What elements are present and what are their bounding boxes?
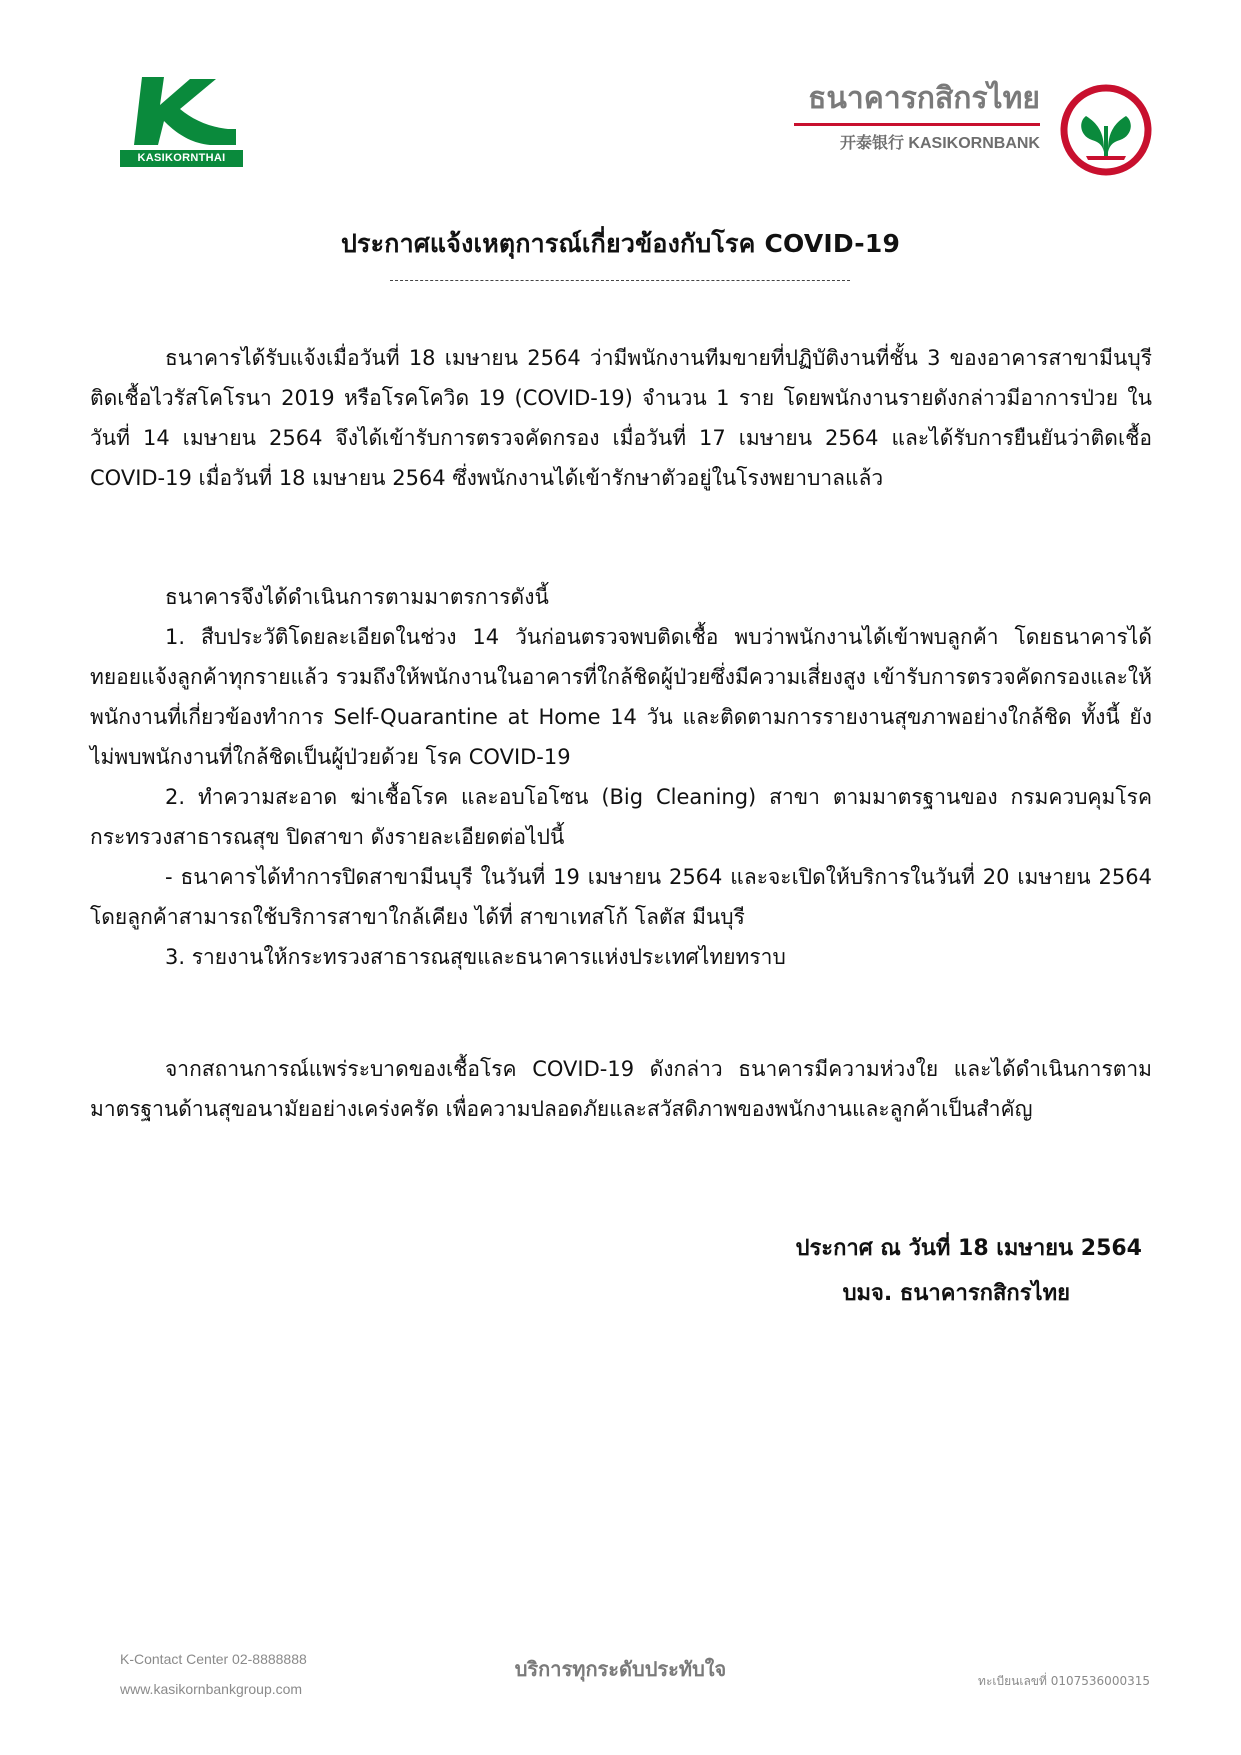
kasikornbank-logo (790, 80, 1165, 180)
title-divider (390, 280, 850, 281)
bank-name-english: 开泰银行 KASIKORNBANK (839, 135, 1040, 152)
paragraph-measures-intro: ธนาคารจึงได้ดำเนินการตามมาตรการดังนี้ (165, 585, 549, 609)
signature-date: ประกาศ ณ วันที่ 18 เมษายน 2564 (795, 1236, 1142, 1261)
list-item: 2. ทำความสะอาด ฆ่าเชื้อโรค และอบโอโซน (Big Cleaning) สาขา ตามมาตรฐานของ กรมควบคุมโรค กระทรวงสาธารณสุข ปิดสาขา ดังรายละเอียดต่อไปนี้ (90, 785, 1152, 849)
document-title: ประกาศแจ้งเหตุการณ์เกี่ยวข้องกับโรค COVID-19 (340, 229, 901, 258)
list-item: 1. สืบประวัติโดยละเอียดในช่วง 14 วันก่อนตรวจพบติดเชื้อ พบว่าพนักงานได้เข้าพบลูกค้า โดยธนาคารได้ทยอยแจ้งลูกค้าทุกรายแล้ว รวมถึงให้พนักงานในอาคารที่ใกล้ชิดผู้ป่วยซึ่งมีความเสี่ยงสูง เข้ารับการตรวจคัดกรองและให้พนักงานที่เกี่ยวข้องทำการ Self-Quarantine at Home 14 วัน และติดตามการรายงานสุขภาพอย่างใกล้ชิด ทั้งนี้ ยังไม่พบพนักงานที่ใกล้ชิดเป็นผู้ป่วยด้วย โรค COVID-19 (90, 625, 1152, 769)
list-item: 3. รายงานให้กระทรวงสาธารณสุขและธนาคารแห่งประเทศไทยทราบ (165, 945, 786, 969)
kasikorn-k-logo-icon (120, 75, 240, 147)
paragraph-incident: ธนาคารได้รับแจ้งเมื่อวันที่ 18 เมษายน 2564 ว่ามีพนักงานทีมขายที่ปฏิบัติงานที่ชั้น 3 ของอาคารสาขามีนบุรี ติดเชื้อไวรัสโคโรนา 2019 หรือโรคโควิด 19 (COVID-19) จำนวน 1 ราย โดยพนักงานรายดังกล่าวมีอาการป่วย ในวันที่ 14 เมษายน 2564 จึงได้เข้ารับการตรวจคัดกรอง เมื่อวันที่ 17 เมษายน 2564 และได้รับการยืนยันว่าติดเชื้อ COVID-19 เมื่อวันที่ 18 เมษายน 2564 ซึ่งพนักงานได้เข้ารักษาตัวอยู่ในโรงพยาบาลแล้ว (90, 346, 1152, 490)
bank-name-thai: ธนาคารกสิกรไทย (808, 81, 1040, 116)
signature-organization: บมจ. ธนาคารกสิกรไทย (842, 1281, 1070, 1306)
paragraph-closing: จากสถานการณ์แพร่ระบาดของเชื้อโรค COVID-19 ดังกล่าว ธนาคารมีความห่วงใย และได้ดำเนินการตามมาตรฐานด้านสุขอนามัยอย่างเคร่งครัด เพื่อความปลอดภัยและสวัสดิภาพของพนักงานและลูกค้าเป็นสำคัญ (90, 1057, 1152, 1121)
measures-list (90, 617, 1152, 977)
contact-center-number: K-Contact Center 02-8888888 (120, 1651, 307, 1667)
registration-number: ทะเบียนเลขที่ 0107536000315 (978, 1674, 1150, 1688)
kbank-leaf-emblem-icon (1058, 82, 1154, 178)
website-link[interactable]: www.kasikornbankgroup.com (120, 1681, 303, 1697)
list-item: - ธนาคารได้ทำการปิดสาขามีนบุรี ในวันที่ 19 เมษายน 2564 และจะเปิดให้บริการในวันที่ 20 เมษายน 2564 โดยลูกค้าสามารถใช้บริการสาขาใกล้เคียง ได้ที่ สาขาเทสโก้ โลตัส มีนบุรี (90, 865, 1152, 929)
footer-slogan: บริการทุกระดับประทับใจ (514, 1657, 727, 1681)
kasikornthai-label: KASIKORNTHAI (120, 150, 243, 167)
logo-divider (794, 123, 1040, 126)
kasikornthai-logo (120, 75, 245, 170)
